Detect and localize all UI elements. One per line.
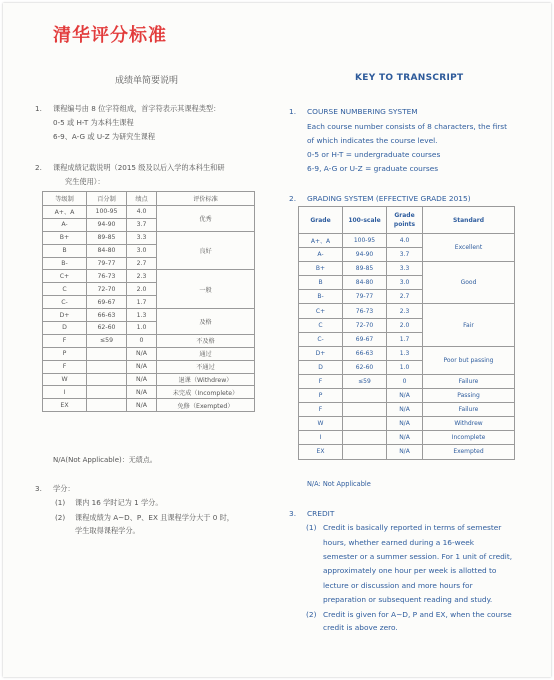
cn-s3-item2-line1: 课程成绩为 A~D、P、EX 且课程学分大于 0 时， — [75, 513, 234, 522]
en-s3-num: 3. — [289, 509, 297, 518]
cn-s3-item1: 课内 16 学时记为 1 学分。 — [75, 498, 163, 507]
scale-cell: 100-95 — [87, 206, 127, 219]
grade-cell: F — [299, 374, 343, 388]
scale-cell — [343, 445, 387, 459]
table-row — [299, 262, 515, 276]
col-header: 等级制 — [43, 192, 87, 206]
grade-cell: D — [299, 360, 343, 374]
points-cell: N/A — [387, 403, 423, 417]
standard-cell: 退课（Withdrew） — [157, 373, 255, 386]
standard-cell: Incomplete — [423, 431, 515, 445]
grade-cell: C- — [299, 332, 343, 346]
points-cell: 2.3 — [127, 270, 157, 283]
grade-cell: W — [43, 373, 87, 386]
en-s3-item1-line4: approximately one hour per week is allotted to — [323, 566, 497, 575]
table-row — [299, 417, 515, 431]
table-row — [299, 374, 515, 388]
grade-cell: C+ — [299, 304, 343, 318]
points-cell: 2.0 — [387, 318, 423, 332]
scale-cell: 69-67 — [343, 332, 387, 346]
scale-cell: 79-77 — [87, 257, 127, 270]
points-cell: 1.3 — [127, 309, 157, 322]
table-row — [43, 206, 255, 219]
points-cell: 1.7 — [127, 296, 157, 309]
en-s3-item2-line1: Credit is given for A~D, P and EX, when the course — [323, 610, 512, 619]
standard-cell: Exempted — [423, 445, 515, 459]
standard-cell: 及格 — [157, 309, 255, 335]
cn-s1-line1: 课程编号由 8 位字符组成，首字符表示其课程类型： — [53, 104, 221, 113]
grade-cell: EX — [43, 399, 87, 412]
points-cell: 3.3 — [127, 231, 157, 244]
grade-cell: EX — [299, 445, 343, 459]
en-s3-item2-line2: credit is above zero. — [323, 623, 398, 632]
cn-s3-num: 3. — [35, 484, 42, 493]
scale-cell: 94-90 — [87, 218, 127, 231]
en-s1-line1: Each course number consists of 8 characters, the first — [307, 122, 508, 131]
cn-s1-num: 1. — [35, 104, 42, 113]
standard-cell: Fair — [423, 304, 515, 346]
grade-cell: C — [299, 318, 343, 332]
scale-cell — [343, 403, 387, 417]
grade-cell: W — [299, 417, 343, 431]
scale-cell: 89-85 — [343, 262, 387, 276]
points-cell: N/A — [127, 399, 157, 412]
scale-cell: 62-60 — [343, 360, 387, 374]
scale-cell — [343, 389, 387, 403]
scale-cell — [87, 399, 127, 412]
grade-cell: D+ — [43, 309, 87, 322]
grade-cell: B+ — [299, 262, 343, 276]
en-s1-title: COURSE NUMBERING SYSTEM — [307, 107, 418, 116]
points-cell: N/A — [387, 431, 423, 445]
standard-cell: 免修（Exempted） — [157, 399, 255, 412]
standard-cell: Passing — [423, 389, 515, 403]
table-row — [299, 445, 515, 459]
standard-cell: Good — [423, 262, 515, 304]
scale-cell: 79-77 — [343, 290, 387, 304]
cn-s3-title: 学分： — [53, 484, 75, 493]
en-s3-item1-line6: preparation or subsequent reading and study. — [323, 595, 493, 604]
table-row — [299, 234, 515, 248]
table-row — [43, 373, 255, 386]
grade-cell: F — [299, 403, 343, 417]
grade-cell: C- — [43, 296, 87, 309]
col-header: 评价标准 — [157, 192, 255, 206]
cn-s1-line2: 0-5 或 H-T 为本科生课程 — [53, 118, 134, 127]
table-row — [43, 334, 255, 347]
grade-cell: D — [43, 322, 87, 335]
scale-cell: 84-80 — [87, 244, 127, 257]
grade-cell: C — [43, 283, 87, 296]
grade-cell: A- — [299, 248, 343, 262]
en-s3-item1-line1: Credit is basically reported in terms of semester — [323, 523, 502, 532]
points-cell: 3.7 — [127, 218, 157, 231]
points-cell: N/A — [127, 373, 157, 386]
grade-cell: A+、A — [299, 234, 343, 248]
cn-s3-item2-num: (2) — [55, 513, 66, 522]
points-cell: 0 — [127, 334, 157, 347]
points-cell: N/A — [127, 360, 157, 373]
grade-cell: B- — [299, 290, 343, 304]
scale-cell: ≤59 — [87, 334, 127, 347]
cn-s3-item2-line2: 学生取得课程学分。 — [75, 526, 140, 535]
scale-cell: ≤59 — [343, 374, 387, 388]
cn-s2-line2: 究生使用）： — [65, 177, 105, 186]
table-row — [43, 360, 255, 373]
col-header: Standard — [423, 207, 515, 234]
points-cell: 2.3 — [387, 304, 423, 318]
en-s1-line4: 6-9, A-G or U-Z = graduate courses — [307, 164, 439, 173]
cn-s2-line1: 课程成绩记载说明（2015 级及以后入学的本科生和研 — [53, 163, 225, 172]
standard-cell: Poor but passing — [423, 346, 515, 374]
points-cell: 3.0 — [387, 276, 423, 290]
cn-s3-item1-num: (1) — [55, 498, 66, 507]
col-header: 绩点 — [127, 192, 157, 206]
standard-cell: Excellent — [423, 234, 515, 262]
table-row — [299, 431, 515, 445]
en-s3-item1-num: (1) — [306, 523, 317, 532]
standard-cell: 良好 — [157, 231, 255, 270]
standard-cell: 不及格 — [157, 334, 255, 347]
col-header: Grade points — [387, 207, 423, 234]
grade-cell: A+、A — [43, 206, 87, 219]
table-row — [299, 304, 515, 318]
standard-cell: Withdrew — [423, 417, 515, 431]
scale-cell — [87, 347, 127, 360]
points-cell: 4.0 — [387, 234, 423, 248]
points-cell: 1.7 — [387, 332, 423, 346]
table-row — [299, 403, 515, 417]
grade-cell: D+ — [299, 346, 343, 360]
table-row — [43, 399, 255, 412]
en-s1-line2: of which indicates the course level. — [307, 136, 438, 145]
table-row — [43, 270, 255, 283]
points-cell: N/A — [127, 386, 157, 399]
scale-cell: 89-85 — [87, 231, 127, 244]
col-header: 100-scale — [343, 207, 387, 234]
grade-cell: B- — [43, 257, 87, 270]
table-header-row — [299, 207, 515, 234]
en-s2-num: 2. — [289, 194, 297, 203]
scale-cell — [343, 417, 387, 431]
en-s3-item1-line3: semester or a summer session. For 1 unit of credit, — [323, 552, 513, 561]
points-cell: N/A — [387, 445, 423, 459]
en-na-note: N/A: Not Applicable — [307, 480, 371, 488]
scale-cell: 66-63 — [87, 309, 127, 322]
scale-cell: 100-95 — [343, 234, 387, 248]
grade-cell: P — [43, 347, 87, 360]
scale-cell: 69-67 — [87, 296, 127, 309]
table-row — [43, 309, 255, 322]
cn-s2-num: 2. — [35, 163, 42, 172]
points-cell: 1.0 — [127, 322, 157, 335]
points-cell: 1.0 — [387, 360, 423, 374]
grade-cell: C+ — [43, 270, 87, 283]
scale-cell — [87, 386, 127, 399]
col-header: Grade — [299, 207, 343, 234]
points-cell: 2.7 — [127, 257, 157, 270]
scale-cell: 84-80 — [343, 276, 387, 290]
table-row — [299, 389, 515, 403]
cn-na-note: N/A(Not Applicable)：无绩点。 — [53, 456, 157, 464]
scale-cell: 72-70 — [87, 283, 127, 296]
grade-cell: I — [299, 431, 343, 445]
scale-cell: 66-63 — [343, 346, 387, 360]
grade-cell: B — [43, 244, 87, 257]
en-s2-title: GRADING SYSTEM (EFFECTIVE GRADE 2015) — [307, 194, 471, 203]
en-heading: KEY TO TRANSCRIPT — [355, 73, 464, 83]
standard-cell: 一般 — [157, 270, 255, 309]
points-cell: 3.0 — [127, 244, 157, 257]
grade-cell: F — [43, 334, 87, 347]
grade-cell: I — [43, 386, 87, 399]
scale-cell — [87, 360, 127, 373]
cn-s1-line3: 6-9、A-G 或 U-Z 为研究生课程 — [53, 132, 156, 141]
table-row — [43, 347, 255, 360]
transcript-page — [3, 3, 551, 677]
points-cell: 4.0 — [127, 206, 157, 219]
points-cell: N/A — [127, 347, 157, 360]
scale-cell — [87, 373, 127, 386]
grade-cell: B — [299, 276, 343, 290]
en-grading-table — [298, 206, 515, 460]
standard-cell: 优秀 — [157, 206, 255, 232]
standard-cell: Failure — [423, 374, 515, 388]
cn-grading-table — [42, 191, 255, 412]
points-cell: 3.7 — [387, 248, 423, 262]
points-cell: 1.3 — [387, 346, 423, 360]
scale-cell — [343, 431, 387, 445]
points-cell: 3.3 — [387, 262, 423, 276]
points-cell: N/A — [387, 389, 423, 403]
en-s1-line3: 0-5 or H-T = undergraduate courses — [307, 150, 441, 159]
col-header: 百分制 — [87, 192, 127, 206]
table-row — [43, 231, 255, 244]
points-cell: 2.7 — [387, 290, 423, 304]
table-header-row — [43, 192, 255, 206]
scale-cell: 76-73 — [87, 270, 127, 283]
en-s3-item2-num: (2) — [306, 610, 317, 619]
scale-cell: 76-73 — [343, 304, 387, 318]
grade-cell: A- — [43, 218, 87, 231]
points-cell: 0 — [387, 374, 423, 388]
en-s3-title: CREDIT — [307, 509, 335, 518]
scale-cell: 94-90 — [343, 248, 387, 262]
en-s3-item1-line5: lecture or discussion and more hours for — [323, 581, 473, 590]
en-s3-item1-line2: hours, whether earned during a 16-week — [323, 538, 475, 547]
cn-heading: 成绩单简要说明 — [115, 76, 179, 86]
standard-cell: 未完成（Incomplete） — [157, 386, 255, 399]
grade-cell: F — [43, 360, 87, 373]
standard-cell: 不通过 — [157, 360, 255, 373]
points-cell: 2.0 — [127, 283, 157, 296]
grade-cell: P — [299, 389, 343, 403]
table-row — [43, 386, 255, 399]
page-title: 清华评分标准 — [53, 25, 167, 46]
standard-cell: 通过 — [157, 347, 255, 360]
en-s1-num: 1. — [289, 107, 297, 116]
table-row — [299, 346, 515, 360]
scale-cell: 62-60 — [87, 322, 127, 335]
points-cell: N/A — [387, 417, 423, 431]
grade-cell: B+ — [43, 231, 87, 244]
standard-cell: Failure — [423, 403, 515, 417]
scale-cell: 72-70 — [343, 318, 387, 332]
